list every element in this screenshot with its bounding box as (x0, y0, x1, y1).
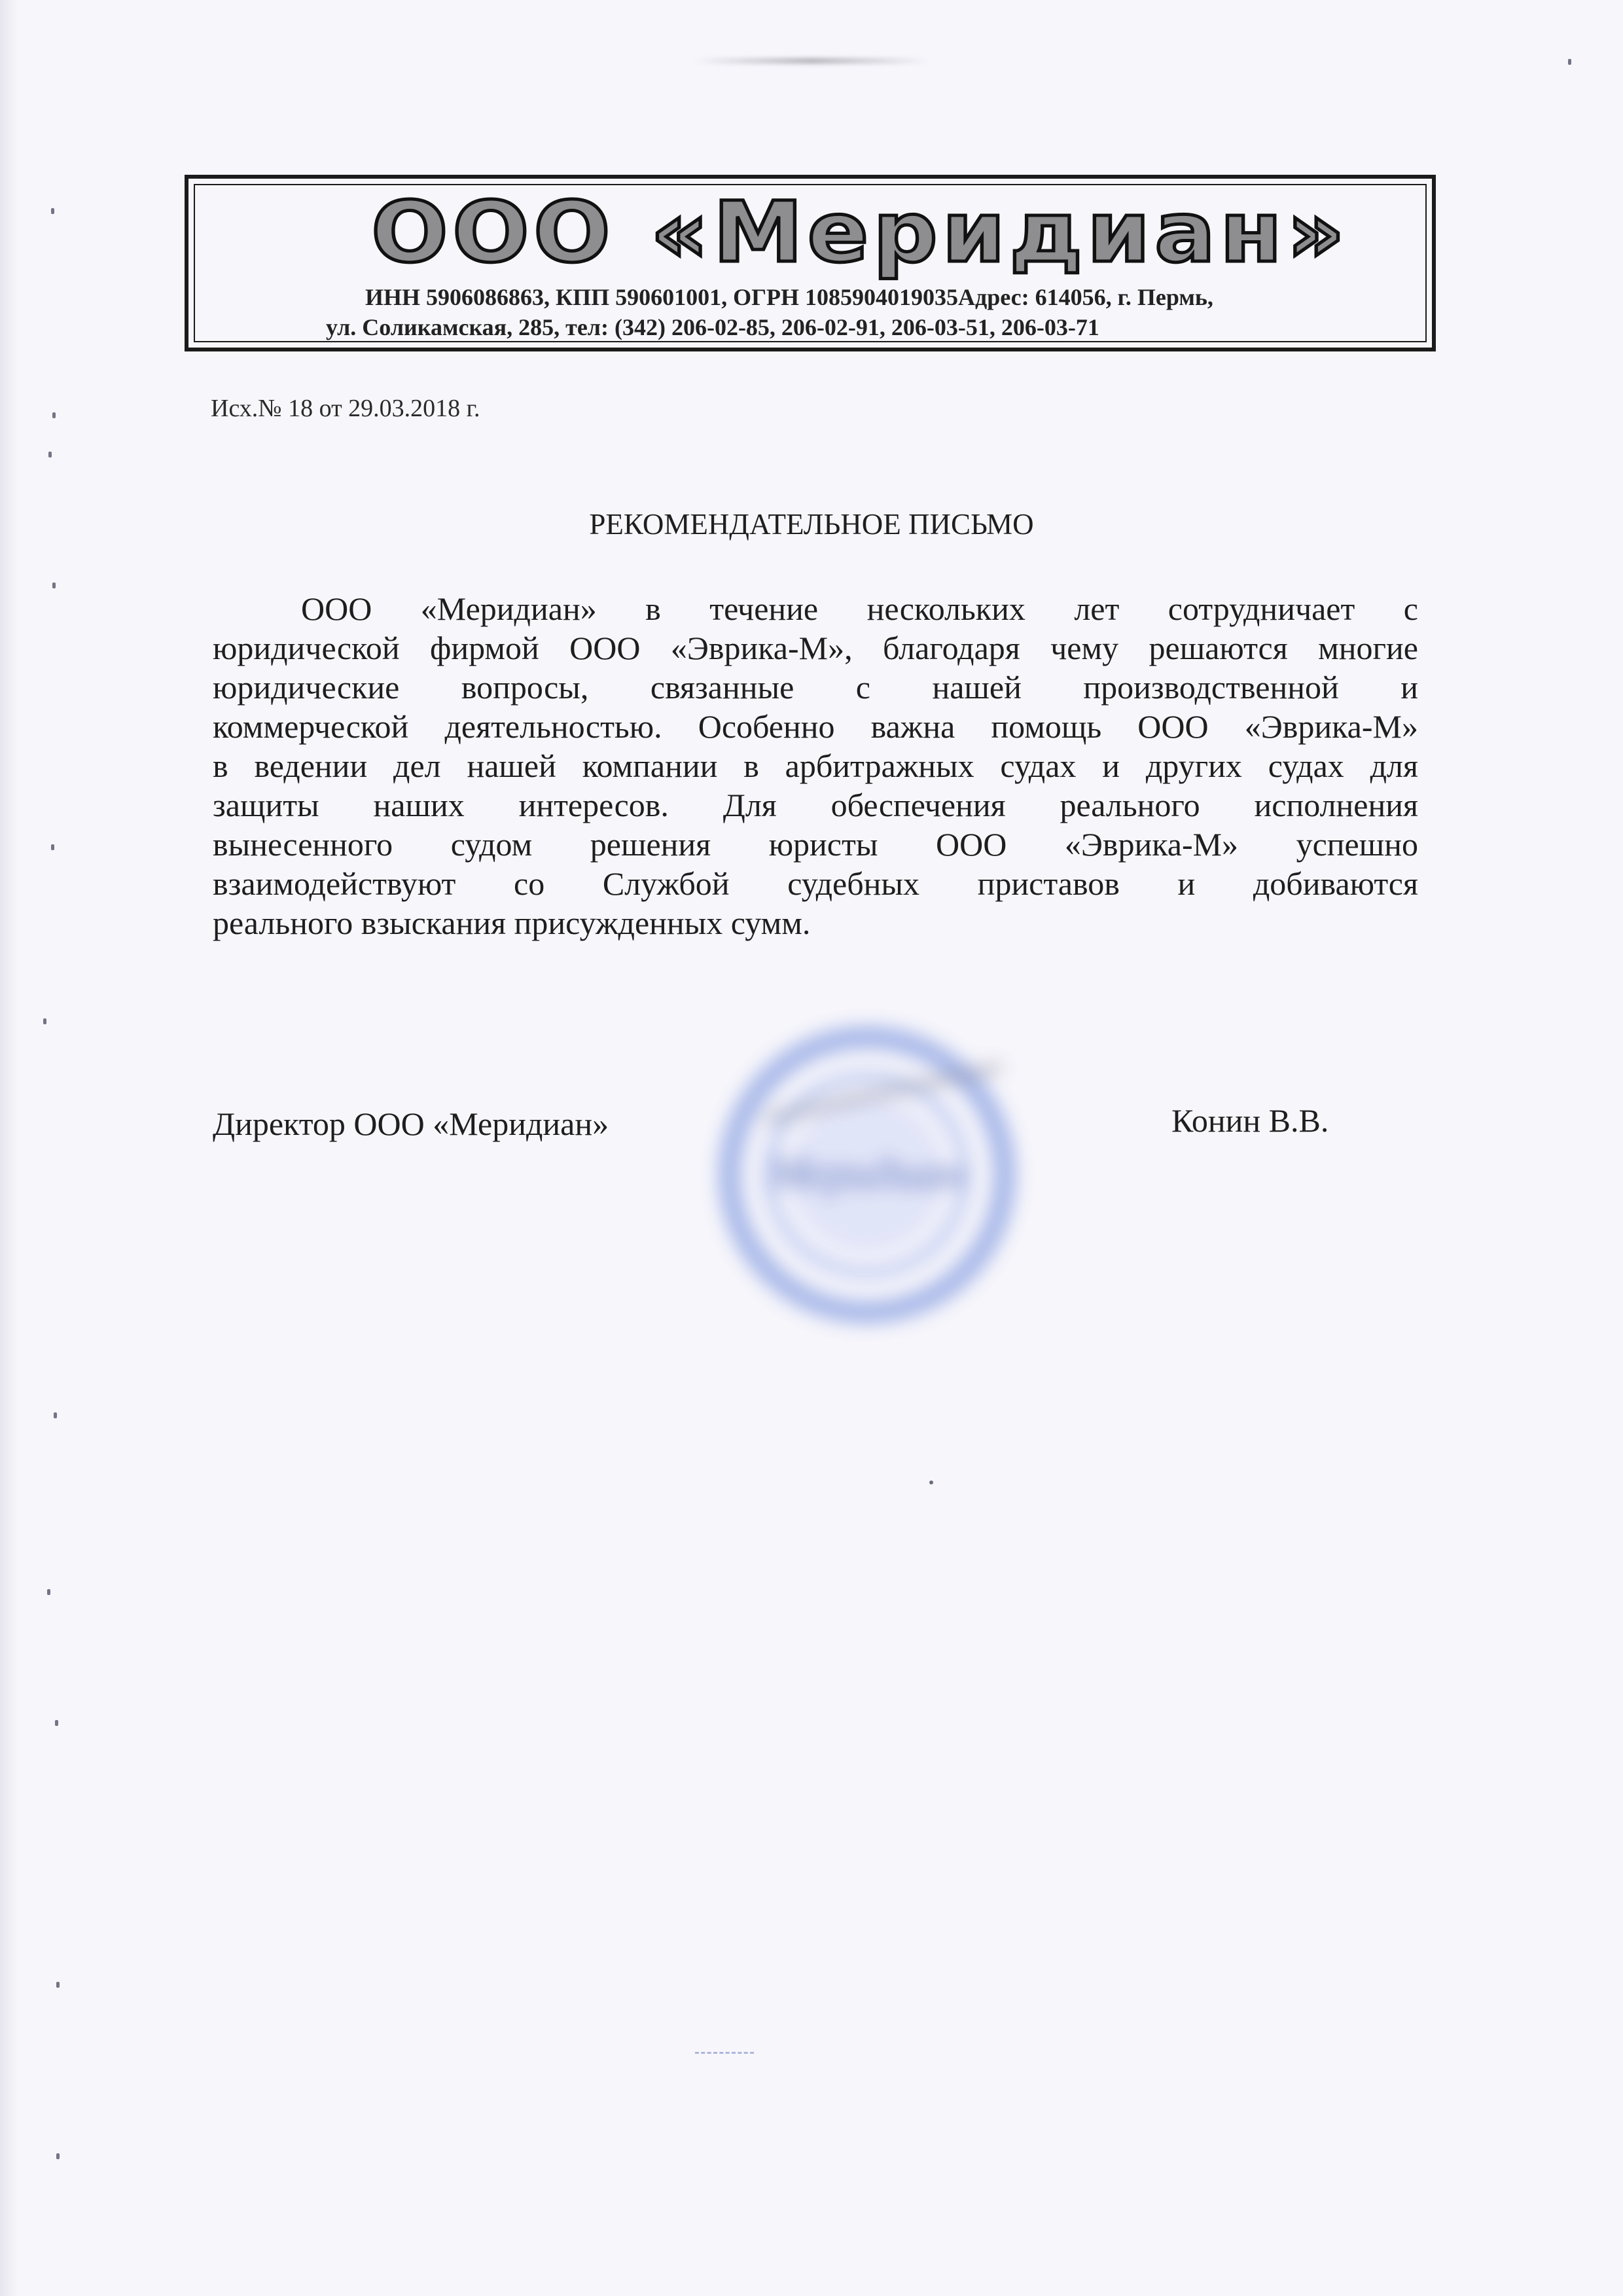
scan-speck (929, 1480, 933, 1484)
body-line: в ведении дел нашей компании в арбитражных судах и других судах для (213, 747, 1418, 784)
scan-speck (51, 844, 54, 850)
scan-speck (52, 583, 56, 588)
scan-edge (0, 0, 18, 2296)
signatory-position: Директор ООО «Меридиан» (213, 1105, 609, 1142)
company-stamp (713, 1021, 1021, 1329)
body-line: коммерческой деятельностью. Особенно важна помощь ООО «Эврика-М» (213, 708, 1418, 745)
company-requisites-line-2: ул. Соликамская, 285, тел: (342) 206-02-85, 206-02-91, 206-03-51, 206-03-71 (326, 314, 1099, 340)
body-line: вынесенного судом решения юристы ООО «Эврика-М» успешно (213, 826, 1418, 863)
company-logo-text: ООО «Меридиан» (371, 184, 1349, 281)
scan-smudge (694, 58, 929, 64)
body-line: взаимодействуют со Службой судебных приставов и добиваются (213, 865, 1418, 902)
scan-speck (56, 2153, 60, 2159)
body-line: ООО «Меридиан» в течение нескольких лет сотрудничает с (301, 590, 1418, 627)
company-requisites-line-1: ИНН 5906086863, КПП 590601001, ОГРН 1085904019035Адрес: 614056, г. Пермь, (365, 284, 1213, 310)
body-line: защиты наших интересов. Для обеспечения реального исполнения (213, 787, 1418, 823)
document-title: РЕКОМЕНДАТЕЛЬНОЕ ПИСЬМО (589, 508, 1034, 541)
scan-speck (43, 1018, 46, 1024)
scan-speck (47, 1589, 50, 1595)
scan-speck (54, 1412, 57, 1418)
body-line: юридической фирмой ООО «Эврика-М», благодаря чему решаются многие (213, 630, 1418, 666)
outgoing-reference: Исх.№ 18 от 29.03.2018 г. (211, 395, 480, 422)
scan-speck (51, 208, 54, 214)
body-line: юридические вопросы, связанные с нашей производственной и (213, 669, 1418, 706)
scan-speck (55, 1720, 58, 1726)
scan-artifact (695, 2052, 754, 2056)
letterhead (185, 175, 1436, 351)
body-line: реального взыскания присужденных сумм. (213, 905, 811, 941)
scan-speck (48, 452, 52, 457)
scan-speck (1568, 59, 1571, 65)
scan-speck (52, 412, 56, 418)
stamp-text: Меридиан (769, 1148, 965, 1198)
signatory-name: Конин В.В. (1171, 1102, 1329, 1139)
scan-speck (56, 1982, 60, 1988)
